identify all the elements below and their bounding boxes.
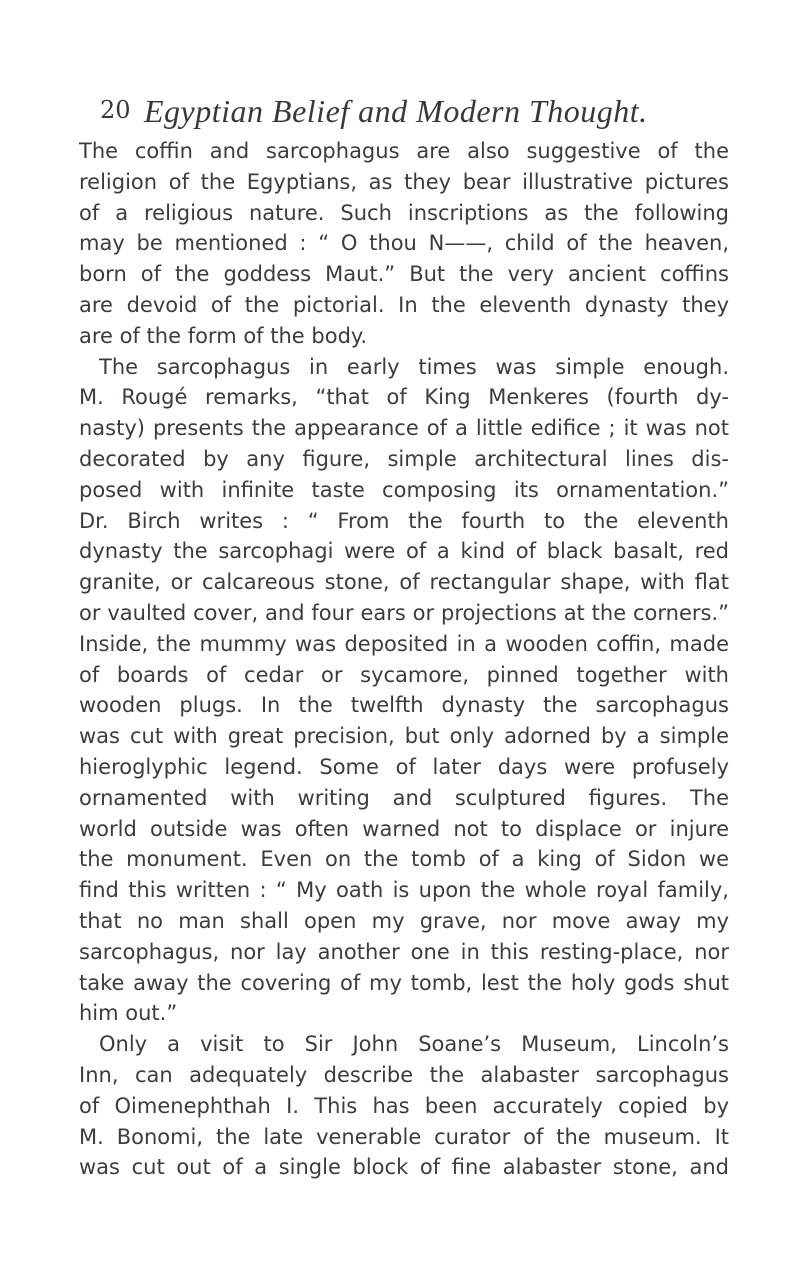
text-line: of boards of cedar or sycamore, pinned together with [79,662,729,687]
text-line: posed with infinite taste composing its ornamentation.” [79,477,729,502]
text-line: of Oimenephthah I. This has been accurately copied by [79,1093,729,1118]
text-line: that no man shall open my grave, nor move away my [79,908,729,933]
text-line: M. Rougé remarks, “that of King Menkeres (fourth dy- [79,385,729,410]
text-line: are devoid of the pictorial. In the eleventh dynasty they [79,292,729,317]
text-line: Inn, can adequately describe the alabaster sarcophagus [79,1062,729,1087]
text-line: was cut with great precision, but only adorned by a simple [79,724,729,749]
body-text [79,136,729,1183]
text-line: decorated by any figure, simple architectural lines dis- [79,446,729,471]
text-line: was cut out of a single block of fine alabaster stone, and [79,1155,729,1180]
text-line: the monument. Even on the tomb of a king of Sidon we [79,847,729,872]
text-line: sarcophagus, nor lay another one in this resting-place, nor [79,939,729,964]
text-line: find this written : “ My oath is upon the whole royal family, [79,878,729,903]
text-line: hieroglyphic legend. Some of later days were profusely [79,754,729,779]
text-line: may be mentioned : “ O thou N——, child of the heaven, [79,231,729,256]
text-line: nasty) presents the appearance of a little edifice ; it was not [79,416,729,441]
text-line: The coffin and sarcophagus are also suggestive of the [79,139,729,163]
text-line: or vaulted cover, and four ears or projections at the corners.” [79,600,729,625]
text-line: are of the form of the body. [79,323,368,348]
text-line: Inside, the mummy was deposited in a wooden coffin, made [79,631,729,656]
running-title: Egyptian Belief and Modern Thought. [144,93,648,129]
text-line: him out.” [79,1001,178,1026]
text-line: religion of the Egyptians, as they bear illustrative pictures [79,169,729,194]
text-line: ornamented with writing and sculptured figures. The [79,785,729,810]
running-head [100,93,720,136]
text-line: born of the goddess Maut.” But the very ancient coffins [79,262,729,287]
text-line: The sarcophagus in early times was simple enough. [99,354,729,379]
text-line: Only a visit to Sir John Soane’s Museum, Lincoln’s [99,1032,729,1057]
text-line: take away the covering of my tomb, lest the holy gods shut [79,970,729,995]
text-line: Dr. Birch writes : “ From the fourth to the eleventh [79,508,729,533]
page-number: 20 [100,96,131,124]
text-line: dynasty the sarcophagi were of a kind of black basalt, red [79,539,729,564]
text-line: of a religious nature. Such inscriptions as the following [79,200,729,225]
text-line: M. Bonomi, the late venerable curator of the museum. It [79,1124,729,1149]
text-line: world outside was often warned not to displace or injure [79,816,729,841]
text-line: wooden plugs. In the twelfth dynasty the sarcophagus [79,693,729,718]
text-line: granite, or calcareous stone, of rectangular shape, with flat [79,570,729,595]
